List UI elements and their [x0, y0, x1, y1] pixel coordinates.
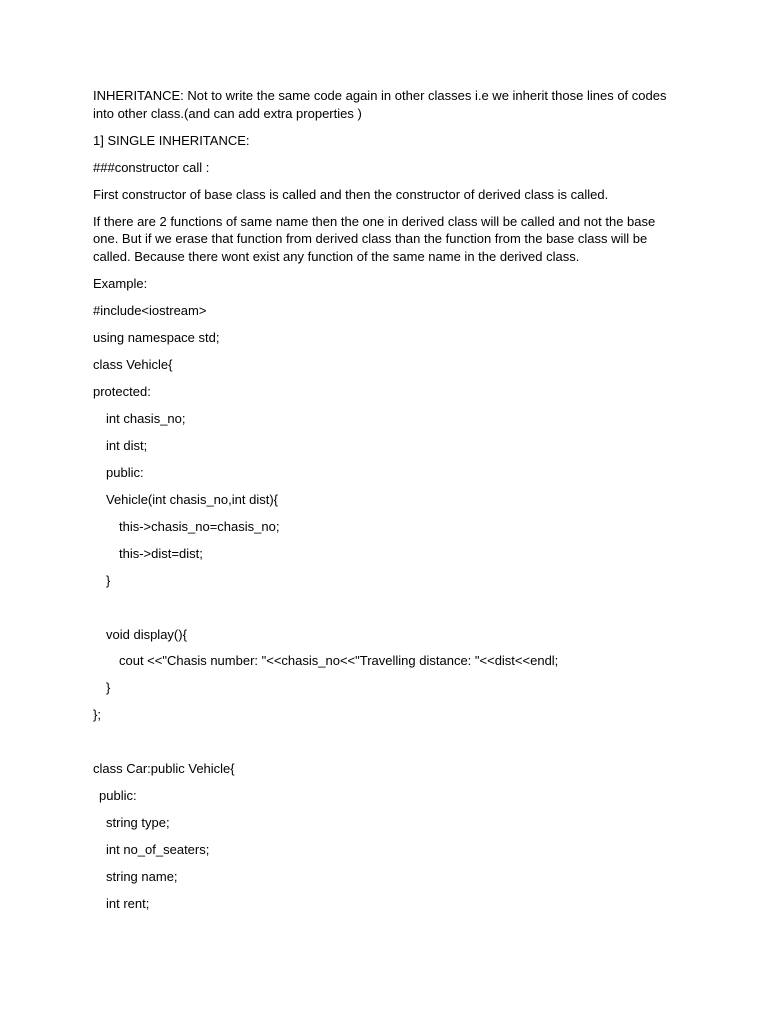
code-line: Vehicle(int chasis_no,int dist){ [106, 491, 278, 507]
code-line: int no_of_seaters; [106, 842, 210, 858]
code-line: string name; [106, 869, 178, 885]
code-line: string type; [106, 815, 170, 831]
code-line: void display(){ [106, 626, 187, 642]
code-line: class Vehicle{ [93, 356, 173, 372]
code-line: int chasis_no; [106, 410, 186, 426]
code-line: int dist; [106, 437, 148, 453]
document-body [93, 87, 671, 922]
paragraph-definition: INHERITANCE: Not to write the same code again in other classes i.e we inherit those lines of codes into other class.(and can add extra properties ) [93, 88, 671, 121]
code-line: using namespace std; [93, 329, 220, 345]
code-line: public: [99, 788, 137, 804]
code-line: this->dist=dist; [119, 545, 203, 561]
code-line: public: [106, 464, 144, 480]
heading-single-inheritance: 1] SINGLE INHERITANCE: [93, 132, 250, 148]
paragraph-function-override: If there are 2 functions of same name then the one in derived class will be called and not the base one. But if we erase that function from derived class than the function from the base class will be called. Because there wont exist any function of the same name in the derived class. [93, 213, 659, 264]
code-line: int rent; [106, 896, 150, 912]
code-line: }; [93, 707, 101, 723]
blank-line [93, 733, 668, 751]
code-line: this->chasis_no=chasis_no; [119, 518, 280, 534]
code-line: #include<iostream> [93, 302, 207, 318]
code-line: protected: [93, 383, 151, 399]
code-line: } [106, 572, 111, 588]
code-line: } [106, 680, 111, 696]
code-line: cout <<"Chasis number: "<<chasis_no<<"Travelling distance: "<<dist<<endl; [119, 653, 559, 669]
paragraph-constructor-order: First constructor of base class is called and then the constructor of derived class is called. [93, 186, 609, 202]
heading-constructor-call: ###constructor call : [93, 159, 210, 175]
label-example: Example: [93, 275, 148, 291]
code-line: class Car:public Vehicle{ [93, 761, 235, 777]
blank-line [93, 599, 668, 617]
